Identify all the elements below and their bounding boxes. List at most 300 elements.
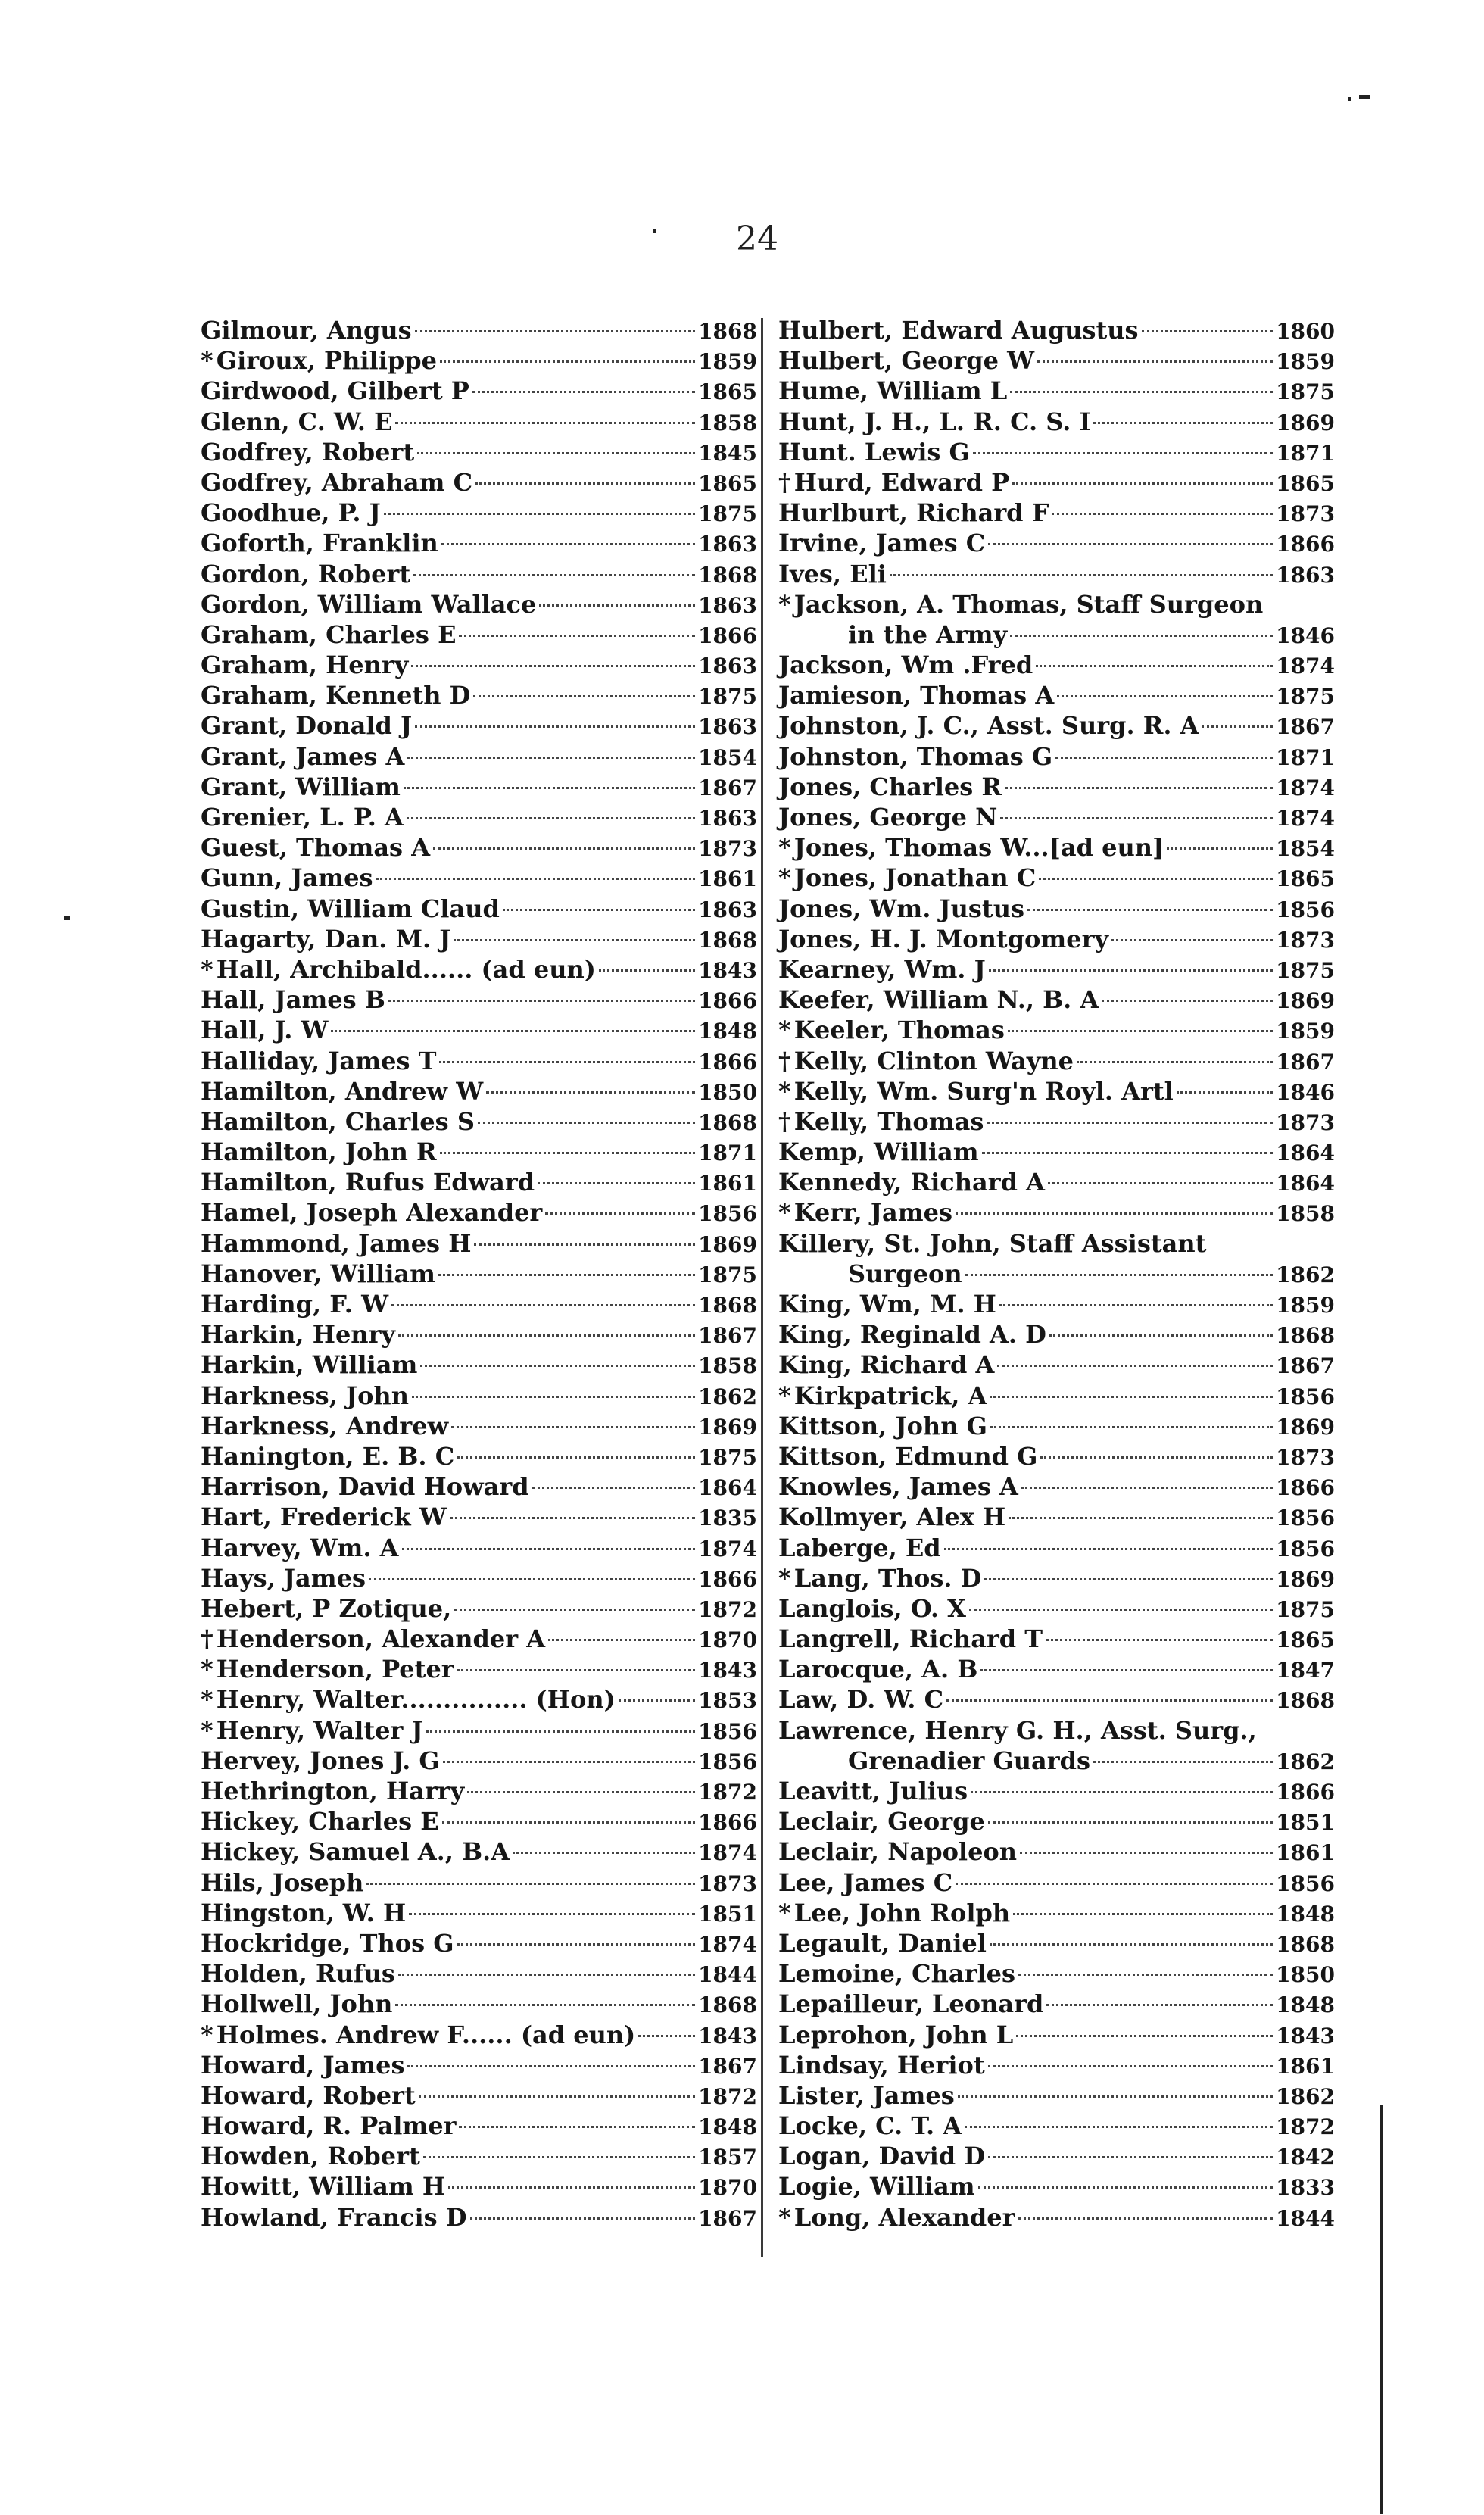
column-divider-rule: [761, 318, 763, 2257]
entry-year: 1858: [1276, 1201, 1335, 1227]
directory-entry: [778, 1593, 1335, 1624]
directory-entry: [201, 1746, 757, 1776]
dot-leader: [426, 1730, 695, 1733]
entry-year: 1873: [698, 1871, 757, 1896]
entry-year: 1867: [698, 2053, 757, 2079]
directory-entry: [201, 1502, 757, 1532]
entry-year: 1863: [698, 592, 757, 618]
entry-name: Hanington, E. B. C: [201, 1441, 455, 1471]
scan-speck: [653, 229, 656, 233]
dot-leader: [988, 2156, 1273, 2158]
directory-entry: [201, 1989, 757, 2019]
directory-entry: [778, 1806, 1335, 1836]
entry-year: 1872: [698, 1780, 757, 1805]
dagger-mark: †: [778, 1046, 791, 1075]
directory-entry: [778, 680, 1335, 710]
entry-year: 1868: [698, 1992, 757, 2018]
entry-name: Hamilton, Rufus Edward: [201, 1168, 535, 1197]
entry-name: Lawrence, Henry G. H., Asst. Surg.,: [778, 1715, 1257, 1745]
dot-leader: [454, 1609, 695, 1611]
dot-leader: [407, 757, 695, 759]
entry-name: Graham, Kenneth D: [201, 681, 471, 710]
entry-year: 1848: [698, 1019, 757, 1044]
dot-leader: [1077, 1061, 1273, 1063]
entry-year: 1868: [698, 1293, 757, 1318]
entry-name: Hervey, Jones J. G: [201, 1746, 440, 1775]
directory-entry: [201, 1806, 757, 1836]
entry-name: Kittson, John G: [778, 1411, 987, 1440]
dot-leader: [415, 725, 695, 728]
entry-year: 1844: [698, 1962, 757, 1988]
entry-name: Kirkpatrick, A: [793, 1381, 987, 1410]
entry-name: Hulbert, Edward Augustus: [778, 316, 1139, 345]
directory-entry: [201, 650, 757, 680]
entry-year: 1873: [1276, 1444, 1335, 1470]
dot-leader: [454, 939, 695, 941]
entry-name: King, Wm, M. H: [778, 1290, 996, 1318]
directory-entry: [201, 1836, 757, 1867]
entry-name: Hamilton, John R: [201, 1137, 437, 1167]
directory-entry: [201, 2080, 757, 2111]
dot-leader: [1018, 1974, 1273, 1976]
dot-leader: [423, 2156, 695, 2158]
entry-year: 1863: [698, 654, 757, 679]
dot-leader: [1040, 1456, 1273, 1459]
entry-year: 1867: [1276, 1049, 1335, 1075]
entry-year: 1854: [698, 744, 757, 770]
directory-entry: [778, 619, 1335, 650]
entry-year: 1874: [698, 1931, 757, 1957]
entry-year: 1854: [1276, 836, 1335, 862]
entry-year: 1859: [698, 349, 757, 375]
dot-leader: [513, 1852, 695, 1854]
dot-leader: [411, 665, 695, 667]
dot-leader: [395, 2004, 695, 2006]
dot-leader: [398, 1334, 695, 1337]
dot-leader: [539, 604, 695, 607]
entry-year: 1874: [1276, 806, 1335, 831]
entry-name: Lepailleur, Leonard: [778, 1989, 1044, 2019]
entry-name: Johnston, Thomas G: [778, 741, 1053, 771]
directory-entry: [778, 2141, 1335, 2171]
directory-entry: [778, 710, 1335, 741]
entry-year: 1847: [1276, 1658, 1335, 1683]
entry-name: Hulbert, George W: [778, 346, 1035, 376]
entry-name: Giroux, Philippe: [216, 346, 437, 376]
directory-entry: [778, 1076, 1335, 1106]
directory-entry: [201, 1593, 757, 1624]
entry-year: 1874: [1276, 654, 1335, 679]
asterisk-mark: *: [201, 954, 214, 984]
entry-year: 1866: [698, 1810, 757, 1836]
entry-name: Surgeon: [848, 1259, 962, 1288]
dot-leader: [944, 1548, 1273, 1550]
asterisk-mark: *: [201, 1655, 214, 1684]
entry-name: Jones, Wm. Justus: [778, 894, 1024, 923]
dot-leader: [409, 1913, 695, 1915]
dot-leader: [331, 1030, 695, 1032]
asterisk-mark: *: [778, 1381, 791, 1410]
entry-name: Hall, James B: [201, 985, 385, 1015]
entry-name: Harvey, Wm. A: [201, 1533, 399, 1562]
entry-name: Laberge, Ed: [778, 1533, 941, 1562]
directory-entry: [201, 924, 757, 954]
dot-leader: [638, 2035, 695, 2037]
entry-year: 1874: [698, 1536, 757, 1562]
directory-entry: [778, 832, 1335, 863]
directory-entry: [778, 315, 1335, 345]
entry-name: Gunn, James: [201, 863, 373, 893]
directory-entry: [201, 680, 757, 710]
entry-year: 1863: [698, 897, 757, 922]
entry-year: 1873: [1276, 927, 1335, 953]
directory-entry: [778, 1411, 1335, 1441]
dot-leader: [450, 1517, 695, 1519]
dot-leader: [1036, 665, 1273, 667]
directory-entry: [778, 1137, 1335, 1167]
dot-leader: [545, 1212, 695, 1215]
dot-leader: [1111, 939, 1273, 941]
entry-name: Legault, Daniel: [778, 1928, 987, 1958]
directory-entry: [201, 1868, 757, 1898]
entry-year: 1862: [1276, 2083, 1335, 2109]
directory-entry: [201, 1928, 757, 1958]
entry-year: 1856: [1276, 1384, 1335, 1409]
dot-leader: [1000, 817, 1273, 819]
dot-leader: [417, 452, 695, 454]
entry-year: 1873: [1276, 1109, 1335, 1135]
directory-entry: [201, 894, 757, 924]
directory-entry: [778, 1533, 1335, 1563]
dot-leader: [459, 635, 695, 637]
right-column: [778, 315, 1335, 2233]
entry-name: Hethrington, Harry: [201, 1777, 465, 1805]
directory-entry: [778, 772, 1335, 802]
scan-speck: [1348, 97, 1351, 101]
asterisk-mark: *: [778, 2202, 791, 2232]
entry-year: 1868: [1276, 1688, 1335, 1714]
directory-entry: [201, 2020, 757, 2050]
directory-entry: [778, 984, 1335, 1015]
dot-leader: [1142, 330, 1274, 332]
entry-name: Harrison, David Howard: [201, 1472, 529, 1502]
directory-entry: [778, 1350, 1335, 1380]
entry-year: 1869: [698, 1414, 757, 1440]
dot-leader: [457, 1943, 696, 1946]
directory-entry: [778, 741, 1335, 772]
directory-entry: [201, 1684, 757, 1715]
directory-entry: [778, 863, 1335, 893]
directory-entry: [778, 345, 1335, 376]
dot-leader: [956, 1212, 1273, 1215]
entry-year: 1857: [698, 2145, 757, 2170]
entry-year: 1868: [698, 927, 757, 953]
entry-name: Harkness, Andrew: [201, 1411, 449, 1440]
entry-name: Hart, Frederick W: [201, 1502, 447, 1532]
dot-leader: [1049, 1334, 1273, 1337]
entry-year: 1868: [698, 1109, 757, 1135]
entry-name: Jones, Thomas W...[ad eun]: [793, 833, 1164, 863]
entry-year: 1845: [698, 440, 757, 466]
entry-name: Henderson, Peter: [216, 1655, 454, 1684]
entry-year: 1866: [698, 988, 757, 1014]
directory-entry: [778, 1836, 1335, 1867]
entry-name: Graham, Henry: [201, 651, 409, 680]
entry-year: 1868: [1276, 1931, 1335, 1957]
entry-year: 1866: [1276, 532, 1335, 557]
entry-name: Hall, Archibald...... (ad eun): [216, 954, 596, 984]
dot-leader: [969, 1609, 1273, 1611]
dot-leader: [1046, 1639, 1273, 1641]
dot-leader: [990, 1943, 1273, 1946]
dot-leader: [440, 360, 695, 363]
entry-year: 1869: [698, 1231, 757, 1257]
dot-leader: [548, 1639, 695, 1641]
entry-year: 1843: [698, 2023, 757, 2049]
directory-entry: [201, 832, 757, 863]
entry-year: 1869: [1276, 1414, 1335, 1440]
entry-year: 1871: [1276, 744, 1335, 770]
entry-name: Jones, Jonathan C: [793, 863, 1037, 893]
dot-leader: [988, 2065, 1273, 2067]
directory-entry: [201, 1958, 757, 1989]
dot-leader: [1202, 725, 1273, 728]
directory-entry: [778, 1715, 1335, 1746]
entry-year: 1856: [1276, 1871, 1335, 1896]
entry-year: 1875: [698, 501, 757, 527]
directory-entry: [201, 1319, 757, 1350]
entry-name: Hamilton, Andrew W: [201, 1076, 484, 1106]
entry-year: 1851: [1276, 1810, 1335, 1836]
entry-name: Hickey, Samuel A., B.A: [201, 1837, 510, 1867]
entry-year: 1861: [1276, 1840, 1335, 1866]
entry-year: 1843: [698, 957, 757, 983]
entry-name: Kelly, Clinton Wayne: [793, 1046, 1074, 1075]
asterisk-mark: *: [778, 1016, 791, 1045]
entry-name: Leclair, Napoleon: [778, 1837, 1018, 1867]
entry-name: King, Reginald A. D: [778, 1320, 1046, 1350]
dot-leader: [1008, 1030, 1273, 1032]
directory-entry: [201, 2202, 757, 2233]
entry-name: Hall, J. W: [201, 1016, 329, 1045]
entry-name: Lee, John Rolph: [793, 1898, 1011, 1927]
entry-name: Jackson, A. Thomas, Staff Surgeon: [793, 589, 1264, 619]
dot-leader: [457, 1456, 695, 1459]
directory-entry: [778, 1868, 1335, 1898]
directory-entry: [778, 589, 1335, 619]
entry-year: 1856: [1276, 1536, 1335, 1562]
entry-name: Lemoine, Charles: [778, 1959, 1015, 1989]
dot-leader: [395, 422, 695, 424]
asterisk-mark: *: [201, 1685, 214, 1715]
dot-leader: [1055, 757, 1273, 759]
entry-year: 1850: [1276, 1962, 1335, 1988]
entry-year: 1843: [1276, 2023, 1335, 2049]
dot-leader: [413, 574, 695, 576]
entry-year: 1875: [698, 1262, 757, 1287]
directory-entry: [201, 467, 757, 498]
entry-name: Lee, James C: [778, 1868, 953, 1897]
entry-year: 1853: [698, 1688, 757, 1714]
directory-entry: [201, 1197, 757, 1228]
entry-year: 1867: [698, 775, 757, 800]
entry-year: 1851: [698, 1901, 757, 1927]
entry-name: Kittson, Edmund G: [778, 1441, 1038, 1471]
entry-year: 1865: [1276, 470, 1335, 496]
directory-entry: [778, 954, 1335, 984]
directory-entry: [201, 1350, 757, 1380]
dot-leader: [376, 878, 696, 880]
entry-year: 1866: [698, 1566, 757, 1592]
entry-year: 1863: [698, 532, 757, 557]
dot-leader: [1057, 695, 1273, 697]
dot-leader: [407, 2065, 695, 2067]
directory-entry: [778, 1746, 1335, 1776]
dot-leader: [990, 1426, 1273, 1428]
asterisk-mark: *: [201, 346, 214, 376]
dot-leader: [999, 1304, 1273, 1306]
entry-year: 1875: [1276, 957, 1335, 983]
entry-name: Holmes. Andrew F...... (ad eun): [216, 2020, 636, 2049]
entry-year: 1867: [1276, 714, 1335, 740]
directory-entry: [778, 924, 1335, 954]
directory-entry: [778, 1654, 1335, 1684]
entry-year: 1864: [1276, 1140, 1335, 1166]
directory-entry: [201, 2050, 757, 2080]
entry-name: Howard, Robert: [201, 2080, 416, 2110]
dot-leader: [366, 1883, 695, 1885]
directory-entry: [201, 984, 757, 1015]
entry-name: Godfrey, Abraham C: [201, 467, 473, 497]
dot-leader: [440, 1152, 696, 1154]
entry-year: 1870: [698, 1627, 757, 1653]
entry-name: Hollwell, John: [201, 1989, 393, 2019]
entry-year: 1873: [1276, 501, 1335, 527]
entry-year: 1856: [698, 1201, 757, 1227]
directory-entry: [778, 1381, 1335, 1411]
entry-name: Holden, Rufus: [201, 1959, 395, 1989]
entry-year: 1868: [698, 319, 757, 344]
entry-year: 1859: [1276, 1019, 1335, 1044]
dot-leader: [1018, 2217, 1274, 2220]
directory-entry: [201, 1411, 757, 1441]
dot-leader: [538, 1182, 695, 1184]
entry-name: Hays, James: [201, 1563, 366, 1593]
directory-entry: [778, 528, 1335, 558]
dot-leader: [441, 543, 695, 545]
entry-year: 1862: [698, 1384, 757, 1409]
directory-entry: [201, 528, 757, 558]
margin-rule: [1380, 2105, 1383, 2514]
dot-leader: [433, 847, 695, 850]
directory-entry: [201, 1441, 757, 1471]
entry-name: Gordon, William Wallace: [201, 589, 537, 619]
entry-year: 1864: [698, 1475, 757, 1501]
entry-name: Halliday, James T: [201, 1046, 437, 1075]
dot-leader: [988, 543, 1273, 545]
directory-entry: [201, 345, 757, 376]
entry-name: Howard, James: [201, 2050, 405, 2080]
entry-name: Keefer, William N., B. A: [778, 985, 1099, 1015]
entry-name: Logie, William: [778, 2172, 975, 2201]
entry-year: 1850: [698, 1079, 757, 1105]
dot-leader: [1039, 878, 1273, 880]
entry-year: 1862: [1276, 1262, 1335, 1287]
entry-name: Johnston, J. C., Asst. Surg. R. A: [778, 711, 1199, 741]
entry-name: Hunt, J. H., L. R. C. S. I: [778, 407, 1091, 436]
entry-year: 1861: [698, 866, 757, 892]
entry-name: Gustin, William Claud: [201, 894, 500, 923]
entry-name: Jamieson, Thomas A: [778, 681, 1055, 710]
dot-leader: [407, 817, 695, 819]
dot-leader: [384, 513, 695, 515]
entry-name: Hanover, William: [201, 1259, 435, 1288]
entry-name: Hurd, Edward P: [793, 467, 1010, 497]
directory-entry: [201, 407, 757, 437]
entry-name: Kollmyer, Alex H: [778, 1502, 1006, 1532]
entry-year: 1869: [1276, 988, 1335, 1014]
directory-entry: [778, 2020, 1335, 2050]
directory-entry: [201, 376, 757, 406]
entry-name: Jones, George N: [778, 803, 998, 832]
directory-entry: [778, 1776, 1335, 1806]
dot-leader: [965, 2126, 1273, 2128]
entry-year: 1861: [1276, 2053, 1335, 2079]
dot-leader: [956, 1883, 1273, 1885]
entry-name: Jones, Charles R: [778, 772, 1002, 801]
dot-leader: [988, 1821, 1273, 1824]
entry-year: 1844: [1276, 2205, 1335, 2231]
entry-year: 1867: [698, 1323, 757, 1349]
dot-leader: [369, 1578, 695, 1580]
entry-name: Goforth, Franklin: [201, 529, 438, 558]
directory-entry: [778, 2171, 1335, 2201]
dot-leader: [475, 482, 695, 485]
entry-name: Howard, R. Palmer: [201, 2111, 457, 2141]
directory-entry: [778, 407, 1335, 437]
entry-name: Hebert, P Zotique,: [201, 1593, 452, 1623]
directory-entry: [201, 589, 757, 619]
entry-name: Henry, Walter............... (Hon): [216, 1685, 616, 1715]
entry-name: Harkin, William: [201, 1350, 418, 1380]
entry-year: 1842: [1276, 2145, 1335, 2170]
entry-year: 1868: [698, 562, 757, 588]
directory-entry: [778, 1898, 1335, 1928]
entry-name: Graham, Charles E: [201, 619, 457, 649]
entry-name: King, Richard A: [778, 1350, 995, 1380]
directory-entry: [201, 863, 757, 893]
dot-leader: [467, 1791, 695, 1793]
entry-year: 1848: [698, 2114, 757, 2140]
asterisk-mark: *: [778, 833, 791, 863]
directory-entry: [201, 1533, 757, 1563]
entry-name: Howden, Robert: [201, 2142, 420, 2171]
scan-speck: [64, 916, 70, 920]
entry-name: Irvine, James C: [778, 529, 986, 558]
directory-entry: [201, 619, 757, 650]
entry-year: 1866: [1276, 1475, 1335, 1501]
directory-entry: [778, 894, 1335, 924]
entry-name: Howland, Francis D: [201, 2202, 467, 2232]
dot-leader: [1052, 513, 1273, 515]
entry-year: 1862: [1276, 1749, 1335, 1774]
entry-year: 1868: [1276, 1323, 1335, 1349]
directory-entry: [778, 498, 1335, 528]
dot-leader: [965, 1274, 1273, 1276]
directory-entry: [778, 1563, 1335, 1593]
entry-name: Leclair, George: [778, 1807, 985, 1836]
entry-year: 1867: [1276, 1353, 1335, 1379]
